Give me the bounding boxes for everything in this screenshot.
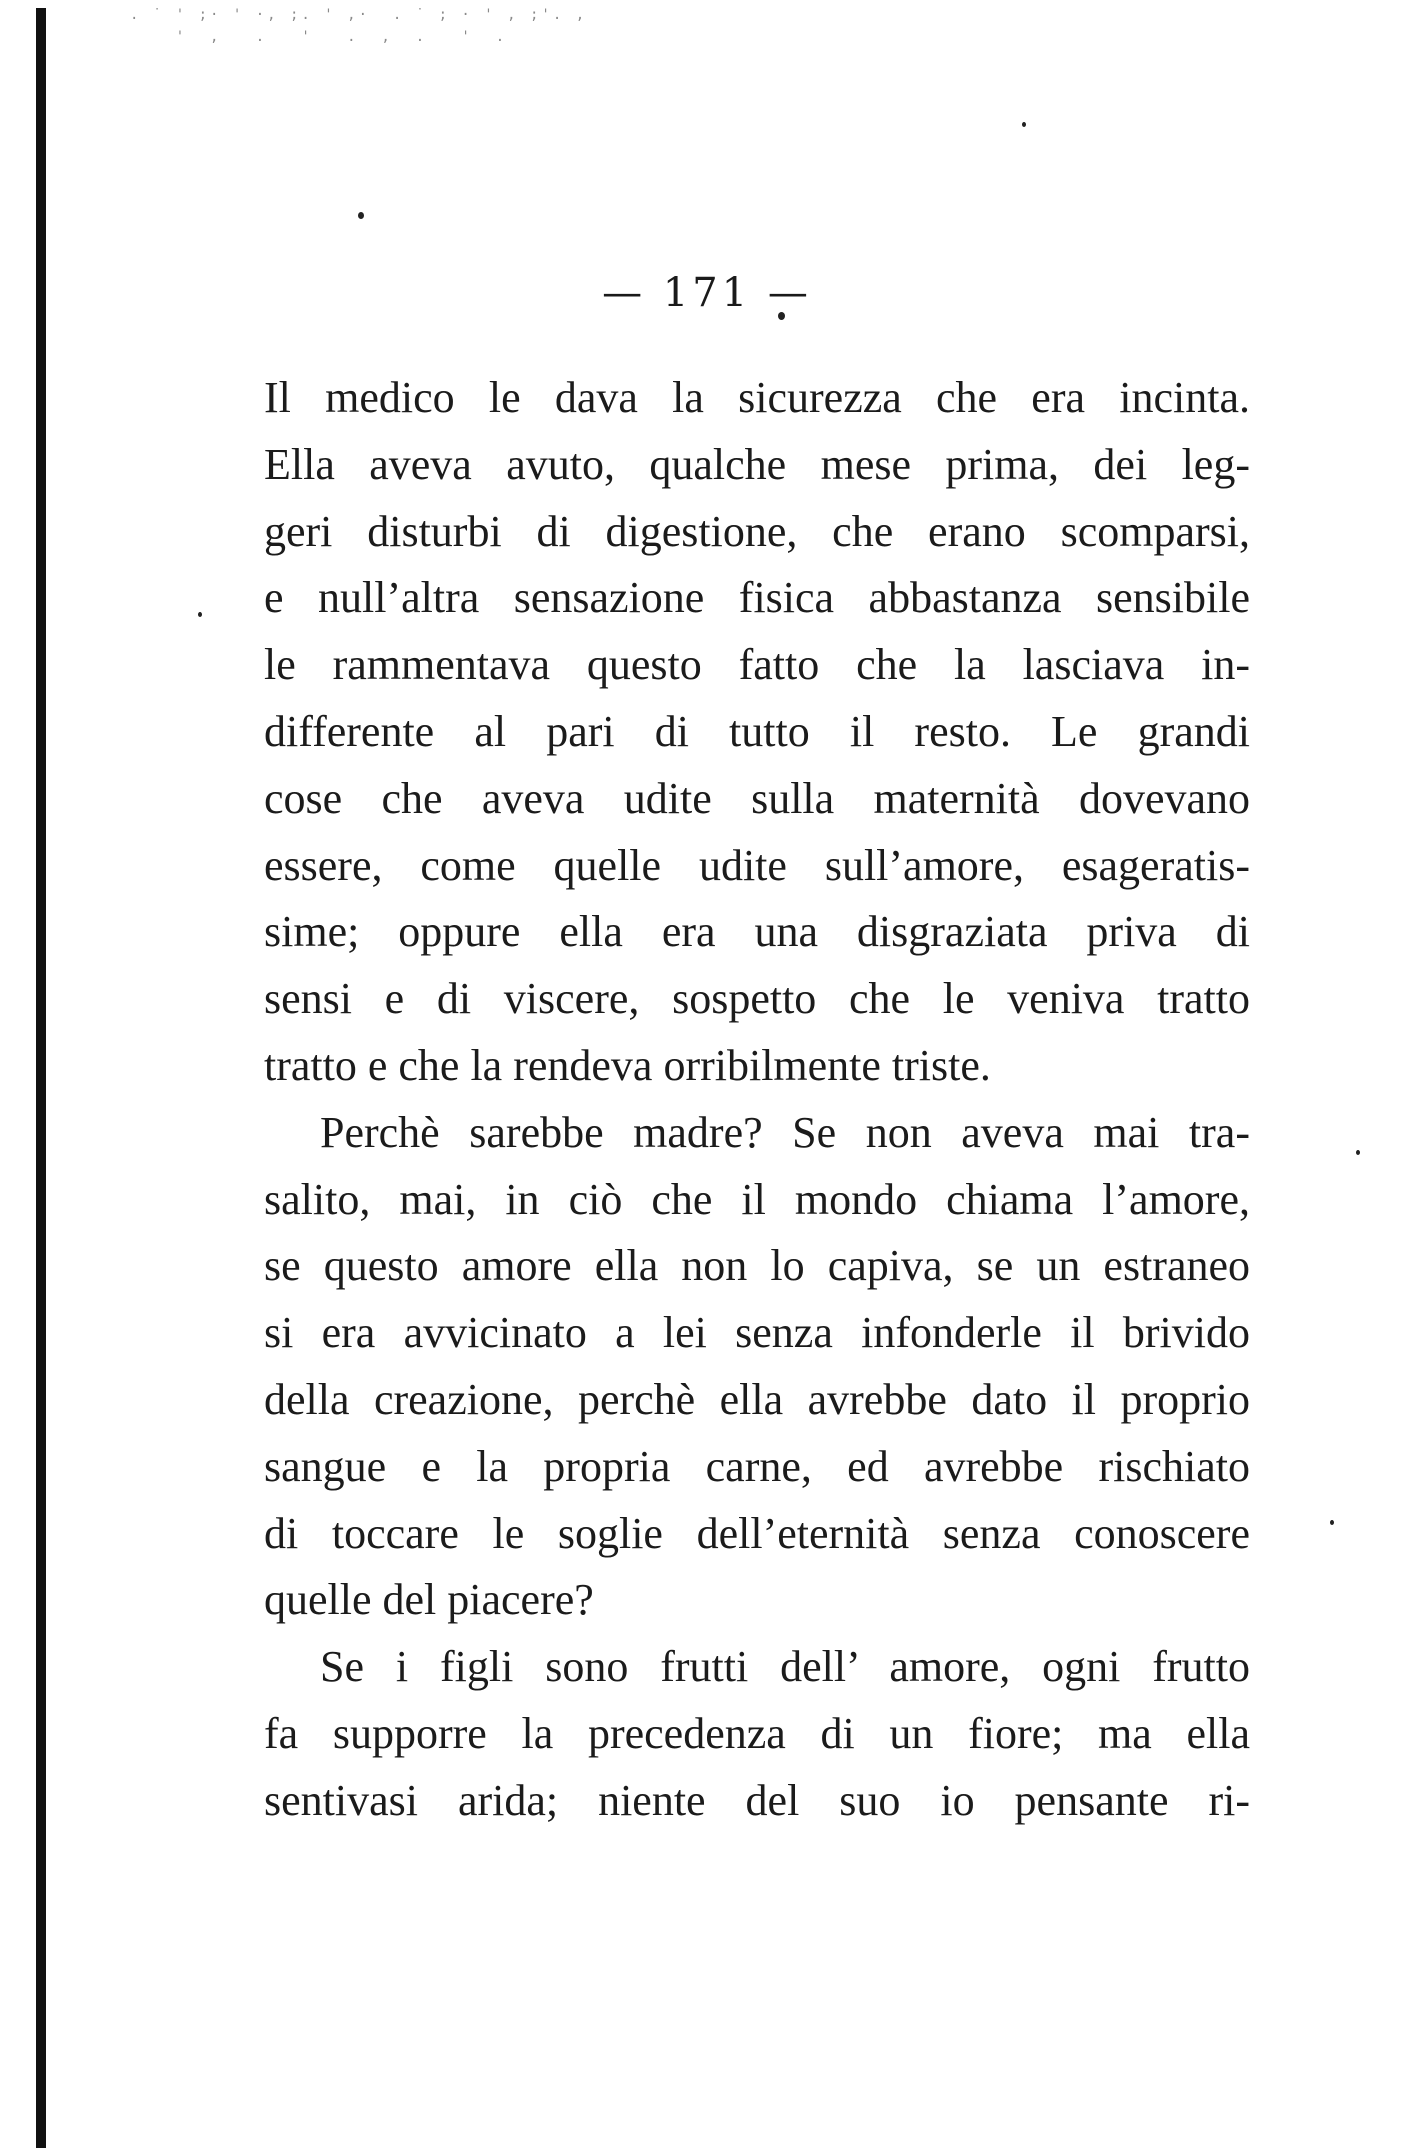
text-line: cose che aveva udite sulla maternità dovevano: [264, 773, 1250, 823]
text-line: della creazione, perchè ella avrebbe dato il proprio: [264, 1374, 1250, 1424]
scan-speck: [1330, 1520, 1334, 1525]
text-line: di toccare le soglie dell’eternità senza conoscere: [264, 1508, 1250, 1558]
text-line: tratto e che la rendeva orribilmente triste.: [264, 1040, 991, 1090]
text-line: salito, mai, in ciò che il mondo chiama l’amore,: [264, 1174, 1250, 1224]
text-line: differente al pari di tutto il resto. Le grandi: [264, 706, 1250, 756]
binding-edge-shadow: [36, 8, 46, 2148]
text-line: Ella aveva avuto, qualche mese prima, dei leg-: [264, 439, 1250, 489]
text-line: sangue e la propria carne, ed avrebbe rischiato: [264, 1441, 1250, 1491]
text-line: si era avvicinato a lei senza infonderle il brivido: [264, 1308, 1250, 1358]
scan-speck: [1356, 1150, 1360, 1155]
text-line: e null’altra sensazione fisica abbastanza sensibile: [264, 573, 1250, 623]
text-line: Perchè sarebbe madre? Se non aveva mai tra-: [320, 1107, 1250, 1157]
text-line: quelle del piacere?: [264, 1575, 594, 1625]
text-line: le rammentava questo fatto che la lasciava in-: [264, 640, 1250, 690]
text-line: essere, come quelle udite sull’amore, esageratis-: [264, 840, 1250, 890]
page-number: — 171 —: [602, 270, 812, 316]
text-line: geri disturbi di digestione, che erano scomparsi,: [264, 506, 1250, 556]
scan-noise-top: . ˙ ' ;· ' ·, ;. ' ,· . ˙ ; · ' , ;'. , ' , . ' . , . ' .: [130, 7, 588, 45]
text-line: Il medico le dava la sicurezza che era incinta.: [264, 373, 1250, 422]
body-text: [264, 365, 1250, 1835]
text-line: se questo amore ella non lo capiva, se un estraneo: [264, 1241, 1250, 1291]
text-line: sime; oppure ella era una disgraziata priva di: [264, 907, 1250, 957]
text-line: sensi e di viscere, sospetto che le veniva tratto: [264, 974, 1250, 1024]
scan-speck: [1022, 122, 1026, 127]
text-line: sentivasi arida; niente del suo io pensante ri-: [264, 1775, 1250, 1825]
scan-speck: [358, 212, 364, 219]
text-line: Se i figli sono frutti dell’ amore, ogni frutto: [320, 1642, 1250, 1692]
text-line: fa supporre la precedenza di un fiore; ma ella: [264, 1708, 1250, 1758]
scan-speck: [198, 612, 202, 617]
